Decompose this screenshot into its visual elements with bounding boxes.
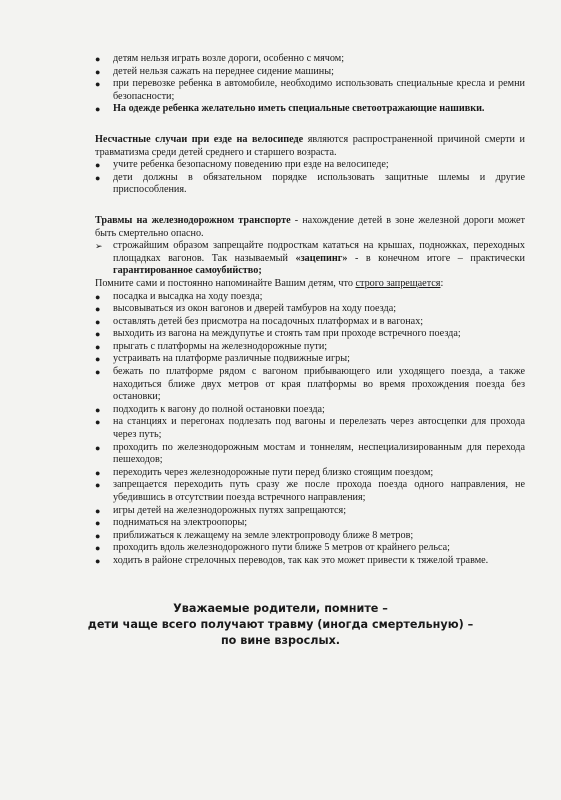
list-item [95,78,525,103]
bullet-icon: ● [95,543,101,554]
closing-message [0,601,561,649]
bicycle-list [95,159,525,197]
arrow-text-d: гарантированное самоубийство; [113,265,262,277]
list-item [95,416,525,441]
remind-text-a: Помните сами и постоянно напоминайте Вашим детям, что [95,277,356,289]
list-item-text: высовываться из окон вагонов и дверей тамбуров на ходу поезда; [113,303,397,315]
list-item-text: детей нельзя сажать на переднее сидение машины; [113,65,334,77]
bullet-icon: ● [95,304,101,315]
bullet-icon: ● [95,404,101,415]
remind-line [95,278,525,291]
bullet-icon: ● [95,329,101,340]
railway-arrow-list [95,240,525,278]
list-item [95,53,525,66]
bullet-icon: ● [95,291,101,302]
list-item-text: подходить к вагону до полной остановки поезда; [113,403,325,415]
list-item [95,542,525,555]
list-item [95,159,525,172]
list-item [95,505,525,518]
bullet-icon: ● [95,367,101,378]
bullet-icon: ● [95,354,101,365]
bicycle-heading: Несчастные случаи при езде на велосипеде [95,133,304,145]
list-item [95,442,525,467]
list-item-text: проходить по железнодорожным мостам и тоннелям, неспециализированным для перехода пешеходов; [113,441,525,466]
railway-text: - нахождение детей в зоне железной дороги может быть смертельно опасно. [95,214,525,239]
bicycle-paragraph [95,134,525,159]
arrow-text-c: - в конечном итоге – практически [347,252,525,264]
list-item-text: подниматься на электроопоры; [113,517,248,529]
list-item-text: при перевозке ребенка в автомобиле, необходимо использовать специальные кресла и ремни безопасности; [113,78,525,102]
list-item-text: На одежде ребенка желательно иметь специальные светоотражающие нашивки. [113,103,485,115]
arrow-text-b: «зацепинг» [295,252,348,264]
list-item [95,404,525,417]
list-item [95,172,525,197]
bicycle-text: являются распространенной причиной смерти и травматизма среди детей среднего и старшего возраста. [95,133,525,158]
bullet-icon: ● [95,505,101,516]
arrow-item [95,240,525,278]
remind-text-b: строго запрещается [355,277,441,289]
bullet-icon: ● [95,341,101,352]
list-item-text: прыгать с платформы на железнодорожные пути; [113,340,328,352]
document-body [95,53,525,568]
bullet-icon: ● [95,417,101,428]
list-item-text: на станциях и перегонах подлезать под вагоны и перелезать через автосцепки для прохода через путь; [113,416,525,441]
railway-paragraph [95,215,525,240]
closing-line: дети чаще всего получают травму (иногда смертельную) – [87,618,474,631]
list-item-text: бежать по платформе рядом с вагоном прибывающего или уходящего поезда, а также находиться ближе двух метров от края платформы во время прохождения поезда без остановки; [113,366,525,403]
bullet-icon: ● [95,555,101,566]
bullet-icon: ● [95,518,101,529]
bullet-icon: ● [95,66,101,77]
list-item [95,353,525,366]
bullet-icon: ● [95,172,101,183]
list-item-text: устраивать на платформе различные подвижные игры; [113,353,350,365]
arrow-text-a: строжайшим образом запрещайте подросткам кататься на крышах, подножках, переходных площадках вагонов. Так называемый [113,240,525,264]
list-item [95,366,525,404]
list-item [95,341,525,354]
bullet-icon: ● [95,480,101,491]
road-safety-list [95,53,525,116]
list-item-text: выходить из вагона на междупутье и стоять там при проходе встречного поезда; [113,328,461,340]
list-item-text: игры детей на железнодорожных путях запрещаются; [113,504,347,516]
list-item-text: учите ребенка безопасному поведению при езде на велосипеде; [113,159,389,171]
list-item-text: проходить вдоль железнодорожного пути ближе 5 метров от крайнего рельса; [113,542,450,554]
list-item-text: запрещается переходить путь сразу же после прохода поезда одного направления, не убедившись в отсутствии поезда встречного направления; [113,479,525,503]
list-item-text: посадка и высадка на ходу поезда; [113,290,263,302]
list-item [95,291,525,304]
list-item [95,66,525,79]
list-item [95,555,525,568]
list-item-text: дети должны в обязательном порядке использовать защитные шлемы и другие приспособления. [113,171,525,196]
list-item-text: переходить через железнодорожные пути перед близко стоящим поездом; [113,466,434,478]
list-item [95,530,525,543]
list-item [95,467,525,480]
bullet-icon: ● [95,316,101,327]
railway-prohibitions-list [95,291,525,568]
list-item [95,328,525,341]
list-item [95,303,525,316]
bullet-icon: ● [95,160,101,171]
list-item [95,517,525,530]
bullet-icon: ● [95,530,101,541]
bullet-icon: ● [95,79,101,90]
list-item-text: приближаться к лежащему на земле электропроводу ближе 8 метров; [113,529,414,541]
closing-line: Уважаемые родители, помните – [173,602,388,615]
list-item-text: оставлять детей без присмотра на посадочных платформах и в вагонах; [113,315,424,327]
closing-line: по вине взрослых. [220,634,341,647]
remind-text-c: : [440,277,444,289]
list-item-text: детям нельзя играть возле дороги, особенно с мячом; [113,53,345,64]
bullet-icon: ● [95,467,101,478]
list-item [95,103,525,116]
list-item [95,479,525,504]
arrow-icon: ➢ [95,241,103,252]
bullet-icon: ● [95,54,101,64]
railway-heading: Травмы на железнодорожном транспорте [95,214,291,226]
list-item-text: ходить в районе стрелочных переводов, так как это может привести к тяжелой травме. [113,554,489,566]
bullet-icon: ● [95,442,101,453]
list-item [95,316,525,329]
bullet-icon: ● [95,104,101,115]
